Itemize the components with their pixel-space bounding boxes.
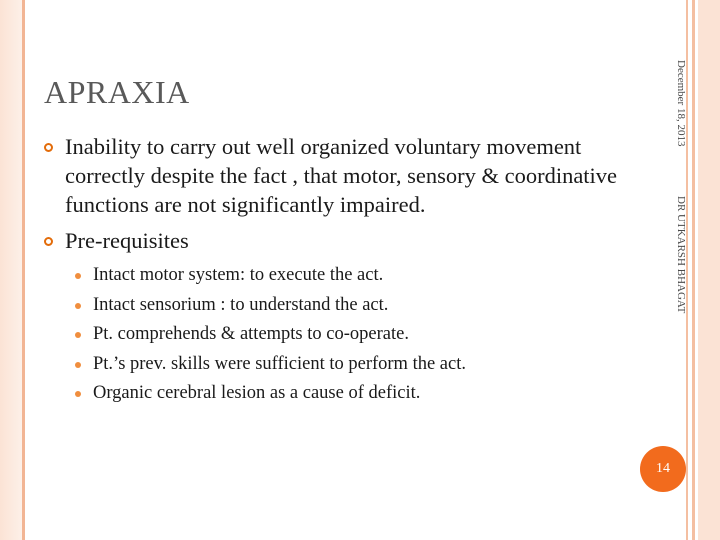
- slide-content: [44, 132, 634, 409]
- dot-bullet-icon: [75, 362, 81, 368]
- dot-bullet-icon: [75, 332, 81, 338]
- right-decorative-stripe: [692, 0, 695, 540]
- sub-bullet-item: [44, 350, 634, 380]
- dot-bullet-icon: [75, 391, 81, 397]
- dot-bullet-icon: [75, 303, 81, 309]
- sub-bullet-item: [44, 261, 634, 291]
- page-number-badge: [640, 446, 686, 492]
- bullet-item: [44, 226, 634, 255]
- bullet-text: Pre-requisites: [65, 228, 189, 253]
- sub-bullet-text: Intact motor system: to execute the act.: [93, 265, 384, 285]
- sidebar-author: DR UTKARSH BHAGAT: [675, 196, 687, 314]
- ring-bullet-icon: [44, 237, 53, 246]
- sub-bullet-item: [44, 379, 634, 409]
- sub-bullet-item: [44, 320, 634, 350]
- sub-bullet-text: Intact sensorium : to understand the act.: [93, 294, 389, 315]
- dot-bullet-icon: [75, 273, 81, 279]
- bullet-text: Inability to carry out well organized voluntary movement correctly despite the fact , that motor, sensory & coordinative functions are not significantly impaired.: [65, 134, 618, 217]
- right-decorative-band: [698, 0, 720, 540]
- sub-bullet-list: [44, 261, 634, 409]
- bullet-item: [44, 132, 634, 219]
- slide-title: APRAXIA: [44, 74, 190, 110]
- left-decorative-band: [0, 0, 22, 540]
- sub-bullet-text: Organic cerebral lesion as a cause of deficit.: [93, 383, 421, 403]
- sub-bullet-text: Pt.’s prev. skills were sufficient to perform the act.: [93, 353, 466, 374]
- page-number: 14: [656, 461, 670, 476]
- left-decorative-line: [22, 0, 25, 540]
- sub-bullet-item: [44, 291, 634, 321]
- ring-bullet-icon: [44, 143, 53, 152]
- sidebar-vertical-text: [655, 60, 687, 380]
- sub-bullet-text: Pt. comprehends & attempts to co-operate.: [93, 324, 409, 344]
- sidebar-date: December 18, 2013: [675, 60, 687, 147]
